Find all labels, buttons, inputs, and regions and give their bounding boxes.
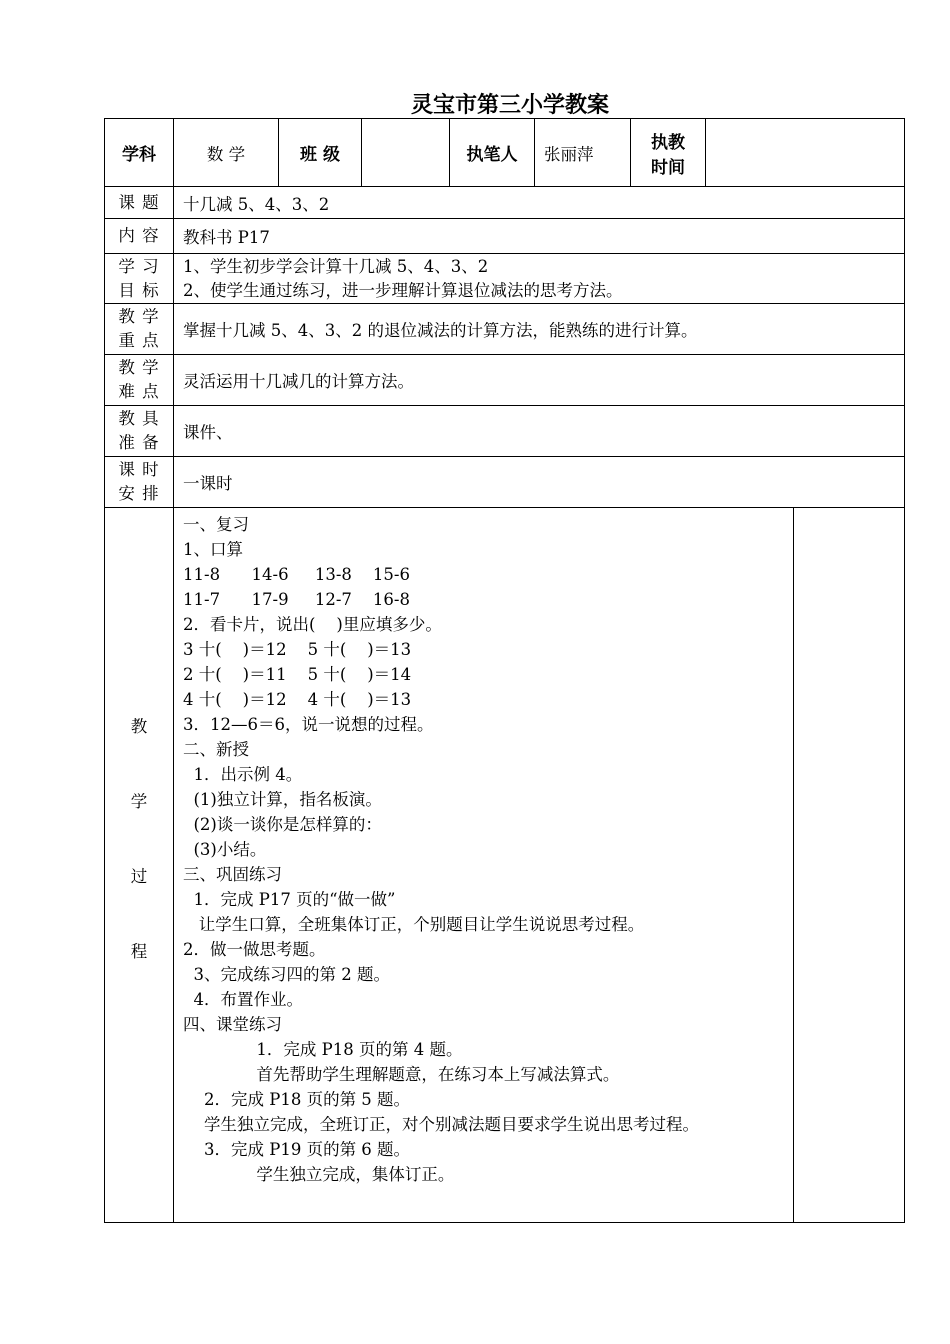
key-points-row bbox=[105, 304, 905, 355]
process-label-char: 过 bbox=[130, 867, 148, 886]
topic-value: 十几减 5、4、3、2 bbox=[174, 187, 905, 219]
process-line: 2．完成 P18 页的第 5 题。 bbox=[183, 1090, 411, 1109]
objective-item: 2、使学生通过练习，进一步理解计算退位减法的思考方法。 bbox=[183, 280, 623, 300]
process-line: 首先帮助学生理解题意，在练习本上写减法算式。 bbox=[183, 1065, 620, 1084]
document-title: 灵宝市第三小学教案 bbox=[410, 93, 609, 118]
objectives-value bbox=[174, 254, 905, 304]
materials-row bbox=[105, 406, 905, 457]
schedule-row bbox=[105, 457, 905, 508]
difficulties-value: 灵活运用十几减几的计算方法。 bbox=[174, 355, 905, 406]
process-row bbox=[105, 508, 905, 1223]
process-line: 4 十( )＝12 4 十( )＝13 bbox=[183, 690, 412, 709]
time-label-line-2: 时间 bbox=[651, 157, 685, 178]
schedule-value: 一课时 bbox=[174, 457, 905, 508]
process-line: 2 十( )＝11 5 十( )＝14 bbox=[183, 665, 412, 684]
subject-value: 数 学 bbox=[174, 119, 279, 187]
content-label: 内 容 bbox=[105, 219, 174, 254]
process-line: (2)谈一谈你是怎样算的： bbox=[183, 815, 382, 834]
topic-label: 课 题 bbox=[105, 187, 174, 219]
difficulties-row bbox=[105, 355, 905, 406]
process-line: 让学生口算，全班集体订正，个别题目让学生说说思考过程。 bbox=[183, 915, 645, 934]
key-points-label-line-2: 重 点 bbox=[118, 331, 160, 350]
process-line: 11-8 14-6 13-8 15-6 bbox=[183, 565, 410, 584]
schedule-label bbox=[105, 457, 174, 508]
time-value bbox=[706, 119, 905, 187]
subject-label: 学科 bbox=[105, 119, 174, 187]
materials-label-line-1: 教 具 bbox=[118, 409, 160, 428]
process-line: 3、完成练习四的第 2 题。 bbox=[183, 965, 390, 984]
author-label: 执笔人 bbox=[450, 119, 535, 187]
process-line: 二、新授 bbox=[183, 740, 249, 759]
objective-item: 1、学生初步学会计算十几减 5、4、3、2 bbox=[183, 256, 489, 276]
process-lines bbox=[174, 508, 793, 1187]
process-line: 1．完成 P17 页的“做一做” bbox=[183, 890, 396, 909]
process-label-char: 教 bbox=[130, 717, 148, 736]
header-row bbox=[105, 119, 905, 187]
objectives-label bbox=[105, 254, 174, 304]
process-line: 3 十( )＝12 5 十( )＝13 bbox=[183, 640, 412, 659]
materials-value: 课件、 bbox=[174, 406, 905, 457]
process-label-char: 学 bbox=[130, 792, 148, 811]
class-value bbox=[362, 119, 450, 187]
key-points-label-line-1: 教 学 bbox=[118, 307, 160, 326]
process-line: 学生独立完成，全班订正，对个别减法题目要求学生说出思考过程。 bbox=[183, 1115, 699, 1134]
materials-label-line-2: 准 备 bbox=[118, 433, 160, 452]
process-line: 1．完成 P18 页的第 4 题。 bbox=[183, 1040, 463, 1059]
process-line: 2．看卡片，说出( )里应填多少。 bbox=[183, 615, 442, 634]
process-line: 3．完成 P19 页的第 6 题。 bbox=[183, 1140, 411, 1159]
process-notes-column bbox=[794, 508, 905, 1223]
process-line: 一、复习 bbox=[183, 515, 249, 534]
content-row bbox=[105, 219, 905, 254]
process-line: 2．做一做思考题。 bbox=[183, 940, 326, 959]
process-label bbox=[105, 508, 174, 1223]
objectives-row bbox=[105, 254, 905, 304]
class-label: 班 级 bbox=[279, 119, 362, 187]
process-line: (3)小结。 bbox=[183, 840, 267, 859]
process-line: (1)独立计算，指名板演。 bbox=[183, 790, 382, 809]
process-line: 学生独立完成，集体订正。 bbox=[183, 1165, 455, 1184]
process-label-char: 程 bbox=[130, 942, 148, 961]
schedule-label-line-1: 课 时 bbox=[118, 460, 160, 479]
key-points-value: 掌握十几减 5、4、3、2 的退位减法的计算方法，能熟练的进行计算。 bbox=[174, 304, 905, 355]
objectives-label-line-1: 学 习 bbox=[118, 256, 160, 276]
materials-label bbox=[105, 406, 174, 457]
objectives-label-line-2: 目 标 bbox=[118, 280, 160, 300]
topic-row bbox=[105, 187, 905, 219]
lesson-plan-table bbox=[104, 118, 905, 1223]
schedule-label-line-2: 安 排 bbox=[118, 484, 160, 503]
process-line: 1．出示例 4。 bbox=[183, 765, 303, 784]
process-line: 1、口算 bbox=[183, 540, 243, 559]
time-label bbox=[631, 119, 706, 187]
author-value: 张丽萍 bbox=[535, 119, 631, 187]
time-label-line-1: 执教 bbox=[651, 132, 685, 153]
difficulties-label bbox=[105, 355, 174, 406]
process-line: 三、巩固练习 bbox=[183, 865, 282, 884]
process-line: 4．布置作业。 bbox=[183, 990, 303, 1009]
process-line: 3．12—6＝6，说一说想的过程。 bbox=[183, 715, 434, 734]
process-content bbox=[174, 508, 794, 1223]
content-value: 教科书 P17 bbox=[174, 219, 905, 254]
process-line: 四、课堂练习 bbox=[183, 1015, 282, 1034]
difficulties-label-line-1: 教 学 bbox=[118, 358, 160, 377]
difficulties-label-line-2: 难 点 bbox=[118, 382, 160, 401]
key-points-label bbox=[105, 304, 174, 355]
process-line: 11-7 17-9 12-7 16-8 bbox=[183, 590, 410, 609]
